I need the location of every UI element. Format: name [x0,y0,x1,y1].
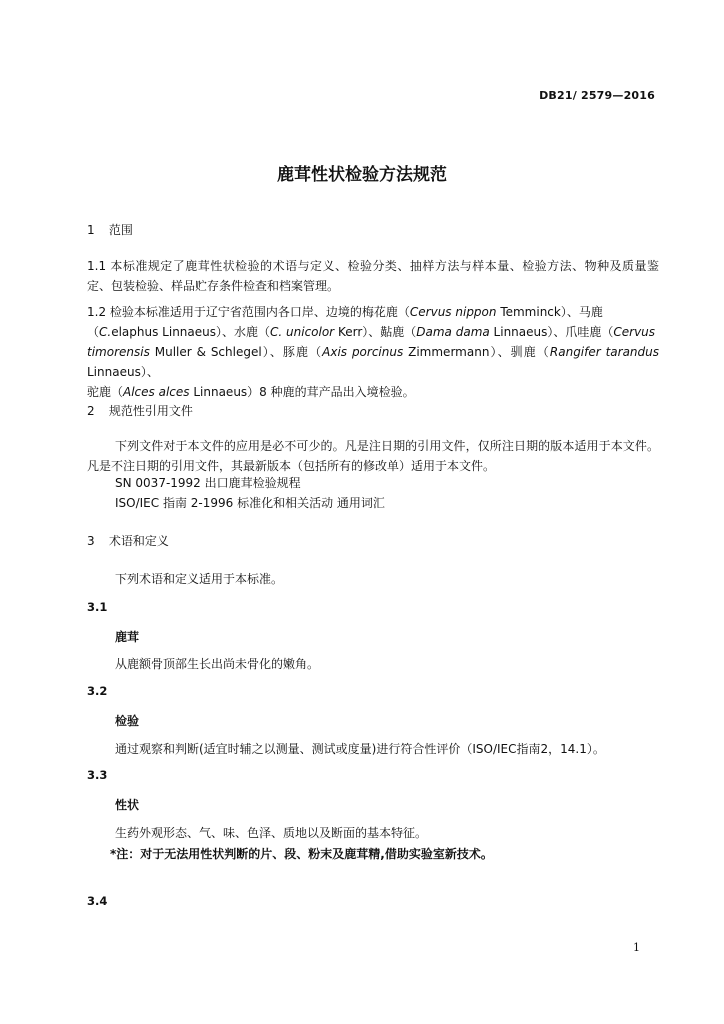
section-2-heading [87,402,193,419]
text: Kerr）、黇鹿（ [334,325,417,339]
text: Temminck）、马鹿 [496,305,603,319]
clause-1-2-line-1 [87,302,659,322]
species-name: Alces alces [123,385,190,399]
text: Zimmermann）、驯鹿（ [403,345,550,359]
section-title: 范围 [108,223,133,237]
term-3-2-number: 3.2 [87,684,108,698]
clause-1-2 [87,302,659,402]
text: （ [87,325,100,339]
species-name: C. unicolor [270,325,335,339]
term-3-2-definition: 通过观察和判断(适宜时辅之以测量、测试或度量)进行符合性评价（ISO/IEC指南2，14.1）。 [115,742,605,756]
species-name: timorensis [87,345,150,359]
species-name: Cervus [613,325,656,339]
section-1-heading [87,221,133,238]
clause-1-1: 1.1 本标准规定了鹿茸性状检验的术语与定义、检验分类、抽样方法与样本量、检验方法、物种及质量鉴定、包装检验、样品贮存条件检查和档案管理。 [87,259,659,293]
section-3-intro: 下列术语和定义适用于本标准。 [115,572,284,586]
clause-1-2-line-4 [87,382,659,402]
standard-number: DB21/ 2579—2016 [539,89,655,102]
term-3-1-name: 鹿茸 [115,630,140,644]
reference-1: SN 0037-1992 出口鹿茸检验规程 [115,476,301,490]
text: Linnaeus）、 [87,365,159,379]
document-title: 鹿茸性状检验方法规范 [277,165,447,185]
species-name: Dama dama [416,325,490,339]
species-name: Cervus nippon [409,305,497,319]
term-3-2-name: 检验 [115,714,140,728]
text: Muller & Schlegel）、豚鹿（ [149,345,323,359]
species-name: Axis porcinus [322,345,404,359]
term-3-3-name: 性状 [115,798,140,812]
section-3-heading [87,532,169,549]
species-name: Rangifer tarandus [549,345,659,359]
species-name: C. [99,325,112,339]
clause-1-2-line-3 [87,342,659,382]
term-3-3-number: 3.3 [87,768,108,782]
text: 1.2 检验本标准适用于辽宁省范围内各口岸、边境的梅花鹿（ [87,305,410,319]
section-title: 术语和定义 [108,534,169,548]
term-3-1-definition: 从鹿额骨顶部生长出尚未骨化的嫩角。 [115,657,320,671]
section-2-paragraph: 下列文件对于本文件的应用是必不可少的。凡是注日期的引用文件，仅所注日期的版本适用于本文件。凡是不注日期的引用文件，其最新版本（包括所有的修改单）适用于本文件。 [87,439,659,473]
term-3-4-number: 3.4 [87,894,108,908]
text: Linnaeus）8 种鹿的茸产品出入境检验。 [189,385,415,399]
page-number: 1 [633,941,640,954]
term-3-3-note: *注：对于无法用性状判断的片、段、粉末及鹿茸精,借助实验室新技术。 [110,847,493,861]
text: elaphus Linnaeus）、水鹿（ [111,325,271,339]
text: Linnaeus）、爪哇鹿（ [489,325,614,339]
section-number: 3 [87,534,95,548]
section-number: 2 [87,404,95,418]
text: 驼鹿（ [87,385,124,399]
section-title: 规范性引用文件 [108,404,193,418]
term-3-1-number: 3.1 [87,600,108,614]
reference-2: ISO/IEC 指南 2-1996 标准化和相关活动 通用词汇 [115,496,385,510]
term-3-3-definition: 生药外观形态、气、味、色泽、质地以及断面的基本特征。 [115,826,428,840]
section-number: 1 [87,223,95,237]
clause-1-2-line-2 [87,322,659,342]
